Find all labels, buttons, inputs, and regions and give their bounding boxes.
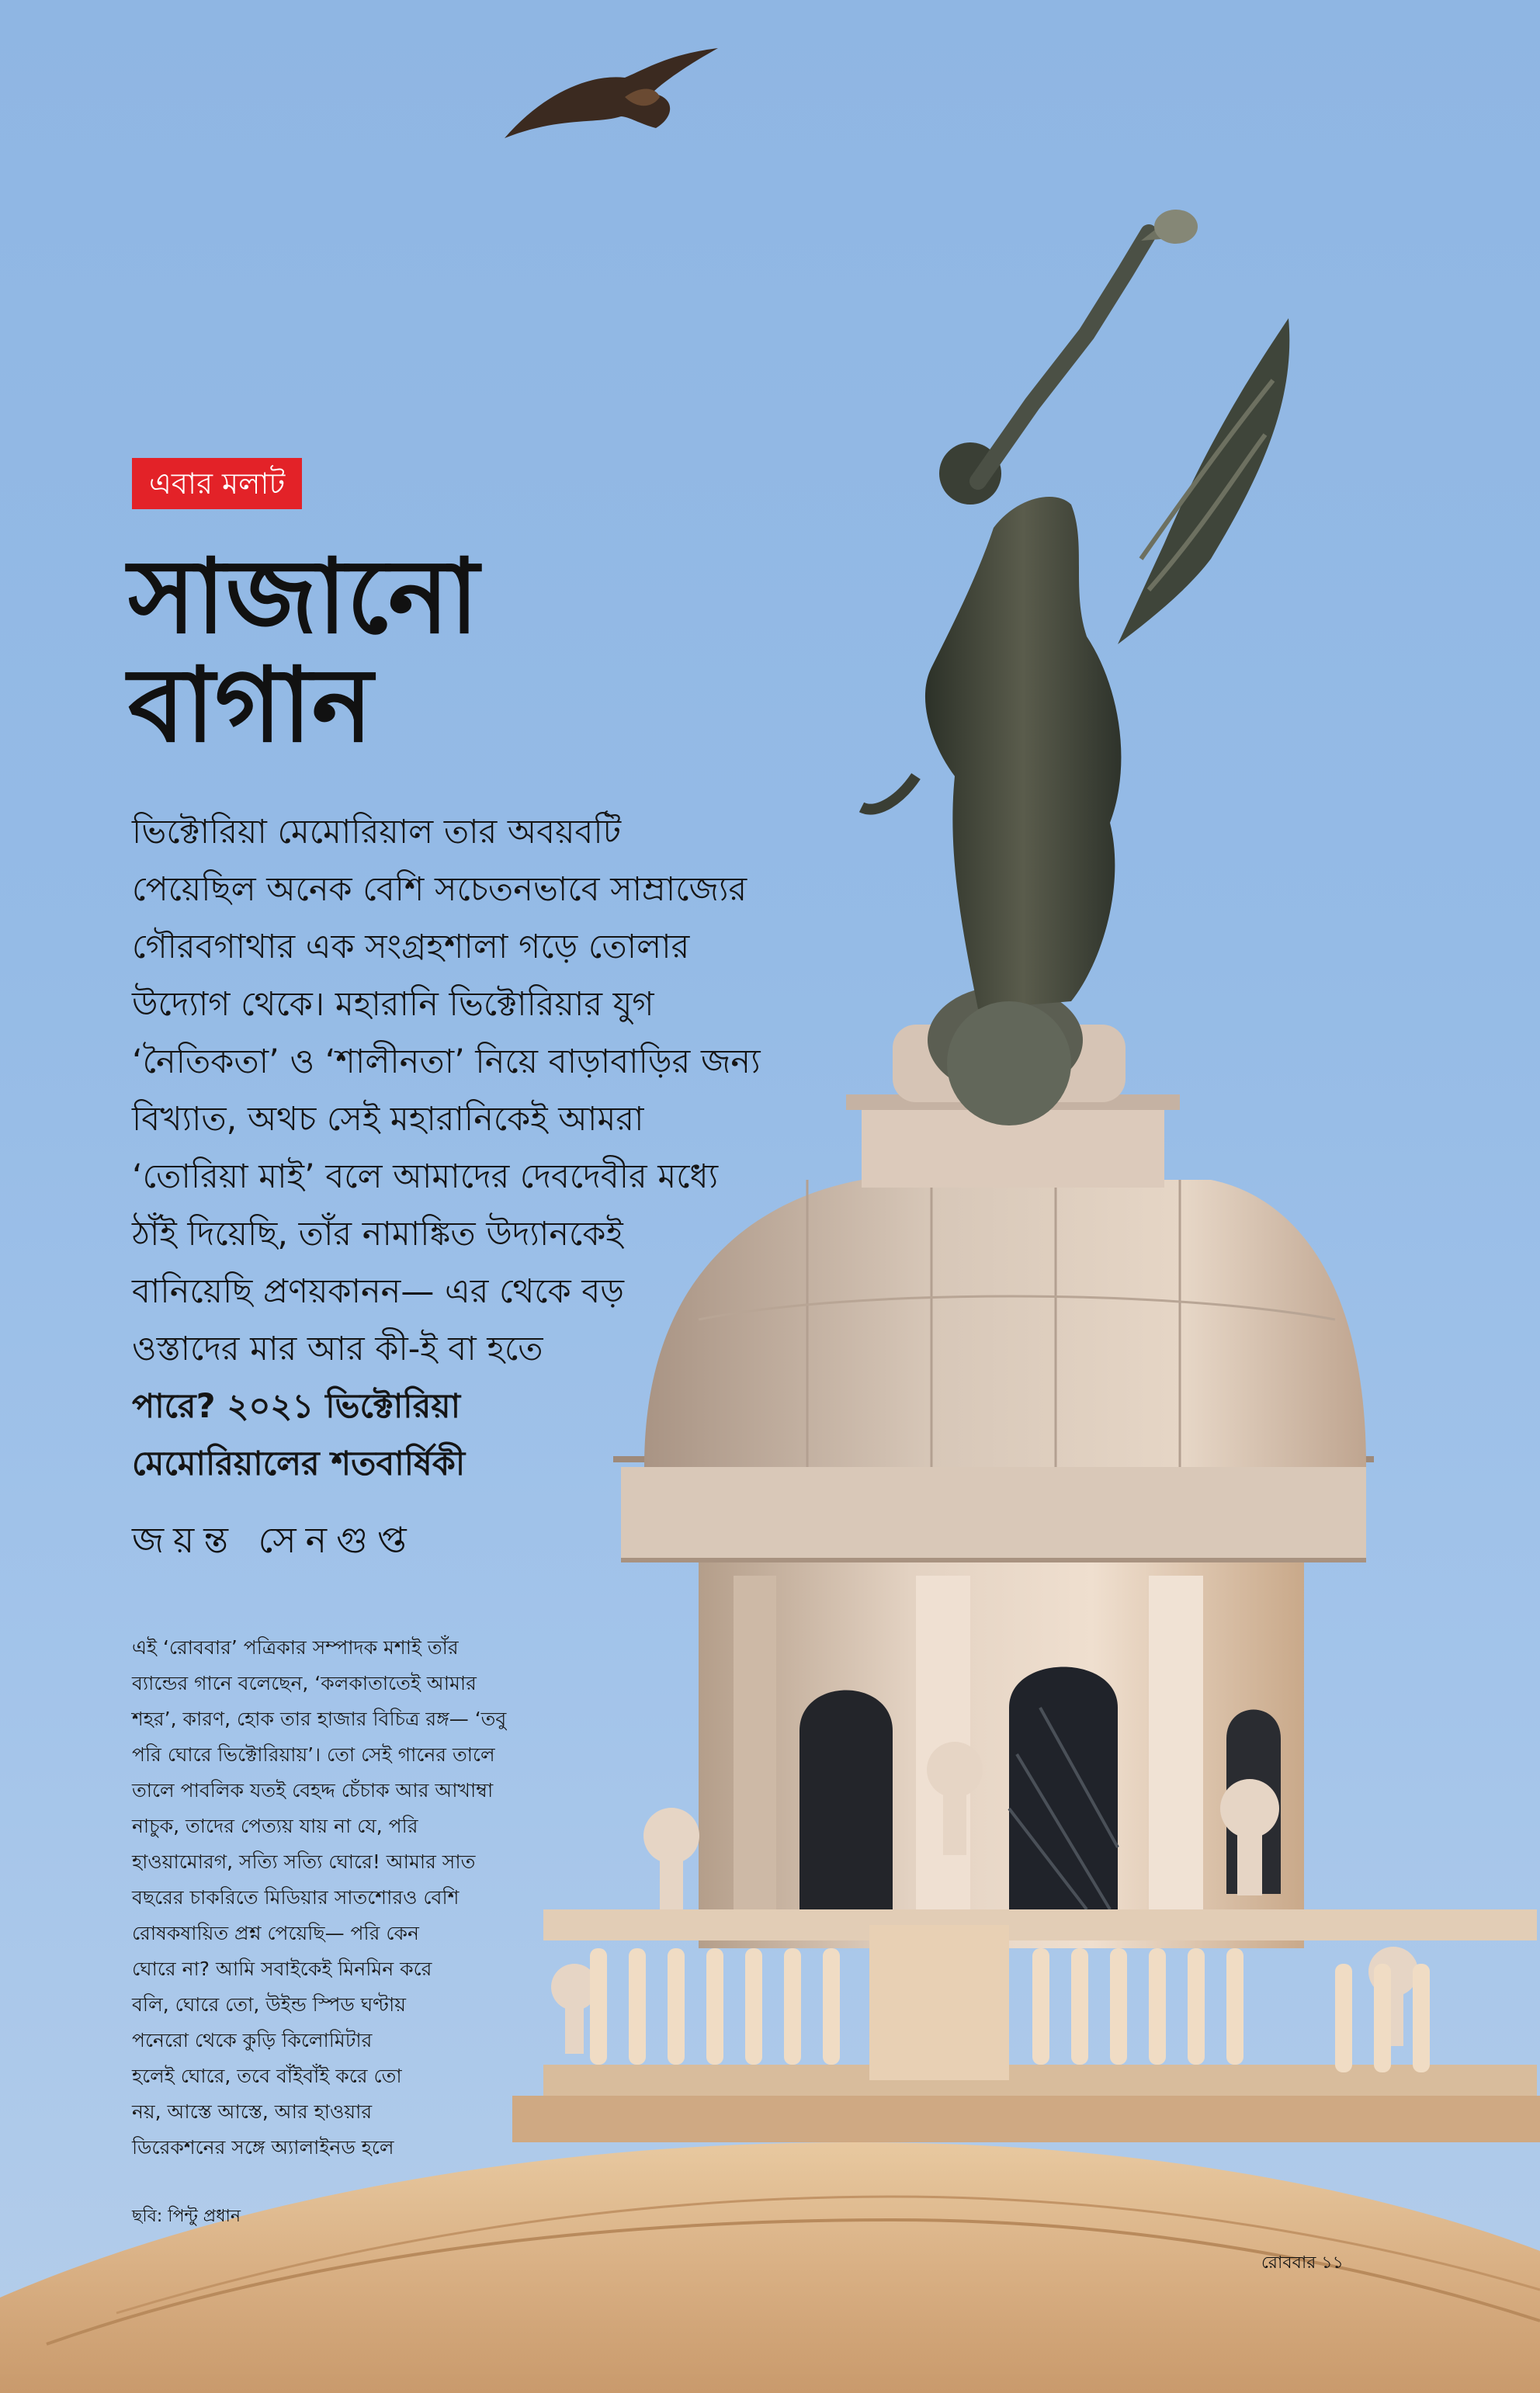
- body-line: বছরের চাকরিতে মিডিয়ার সাতশোরও বেশি: [132, 1886, 460, 1909]
- body-line: বলি, ঘোরে তো, উইন্ড স্পিড ঘণ্টায়: [132, 1993, 406, 2016]
- standfirst-line: বিখ্যাত, অথচ সেই মহারানিকেই আমরা: [132, 1100, 644, 1139]
- body-line: হলেই ঘোরে, তবে বাঁইবাঁই করে তো: [132, 2065, 402, 2087]
- standfirst-line: ‘তোরিয়া মাই’ বলে আমাদের দেবদেবীর মধ্যে: [132, 1157, 719, 1196]
- standfirst-line: ভিক্টোরিয়া মেমোরিয়াল তার অবয়বটি: [132, 813, 622, 851]
- standfirst-line: পেয়েছিল অনেক বেশি সচেতনভাবে সাম্রাজ্যের: [132, 870, 747, 909]
- standfirst-line: উদ্যোগ থেকে। মহারানি ভিক্টোরিয়ার যুগ: [132, 985, 654, 1024]
- body-line: তালে পাবলিক যতই বেহদ্দ চেঁচাক আর আখাম্বা: [132, 1779, 494, 1802]
- kite-bird-icon: [505, 48, 718, 138]
- photo-credit: ছবি: পিন্টু প্রধান: [132, 2207, 241, 2226]
- page-folio: রোববার ১১: [1261, 2253, 1344, 2273]
- article-body: [132, 1630, 691, 2166]
- standfirst-line: ‘নৈতিকতা’ ও ‘শালীনতা’ নিয়ে বাড়াবাড়ির জন্য: [132, 1042, 761, 1081]
- section-kicker: এবার মলাট: [132, 458, 302, 509]
- body-line: ব্যান্ডের গানে বলেছেন, ‘কলকাতাতেই আমার: [132, 1672, 477, 1694]
- standfirst-line: পারে? ২০২১ ভিক্টোরিয়া: [132, 1387, 461, 1426]
- standfirst-line: ঠাঁই দিয়েছি, তাঁর নামাঙ্কিত উদ্যানকেই: [132, 1215, 623, 1254]
- body-line: নয়, আস্তে আস্তে, আর হাওয়ার: [132, 2100, 373, 2123]
- body-line: পনেরো থেকে কুড়ি কিলোমিটার: [132, 2029, 373, 2051]
- headline-line-2: বাগান: [128, 645, 373, 765]
- byline: জয়ন্ত সেনগুপ্ত: [132, 1519, 416, 1561]
- standfirst-line: বানিয়েছি প্রণয়কানন— এর থেকে বড়: [132, 1272, 624, 1311]
- standfirst-line: মেমোরিয়ালের শতবার্ষিকী: [132, 1444, 466, 1483]
- headline-line-1: সাজানো: [128, 537, 479, 657]
- standfirst-line: ওস্তাদের মার আর কী-ই বা হতে: [132, 1330, 543, 1368]
- body-line: এই ‘রোববার’ পত্রিকার সম্পাদক মশাই তাঁর: [132, 1636, 459, 1659]
- body-line: পরি ঘোরে ভিক্টোরিয়ায়’। তো সেই গানের তালে: [132, 1743, 495, 1766]
- body-line: শহর’, কারণ, হোক তার হাজার বিচিত্র রঙ্গ— ‘তবু: [132, 1708, 507, 1730]
- body-line: রোষকষায়িত প্রশ্ন পেয়েছি— পরি কেন: [132, 1922, 419, 1944]
- standfirst: [132, 803, 970, 1493]
- headline: [128, 537, 563, 765]
- body-line: নাচুক, তাদের পেত্যয় যায় না যে, পরি: [132, 1815, 418, 1837]
- body-line: ঘোরে না? আমি সবাইকেই মিনমিন করে: [132, 1958, 432, 1980]
- standfirst-line: গৌরবগাথার এক সংগ্রহশালা গড়ে তোলার: [132, 928, 690, 966]
- body-line: হাওয়ামোরগ, সত্যি সত্যি ঘোরে! আমার সাত: [132, 1850, 476, 1873]
- body-line: ডিরেকশনের সঙ্গে অ্যালাইনড হলে: [132, 2136, 394, 2159]
